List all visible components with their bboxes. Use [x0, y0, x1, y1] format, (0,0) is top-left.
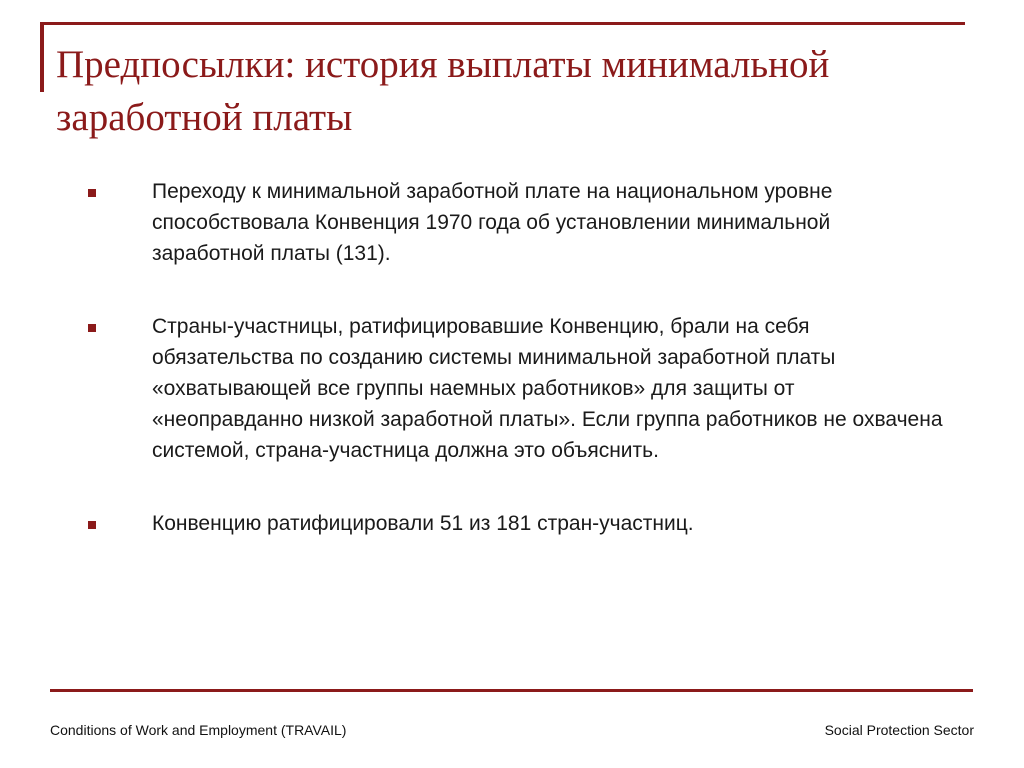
square-bullet-icon — [88, 189, 96, 197]
bullet-item — [86, 176, 946, 269]
square-bullet-icon — [88, 521, 96, 529]
bullet-text: Конвенцию ратифицировали 51 из 181 стран-участниц. — [152, 512, 694, 535]
bullet-item — [86, 311, 946, 466]
bullet-text: Страны-участницы, ратифицировавшие Конвенцию, брали на себя обязательства по созданию системы минимальной заработной платы «охватывающей все группы наемных работников» для защиты от «неоправданно низкой заработной платы». Если группа работников не охвачена системой, страна-участница должна это объяснить. — [152, 315, 943, 462]
bullet-item — [86, 508, 946, 539]
footer-right-text: Social Protection Sector — [824, 722, 974, 738]
bullet-text: Переходу к минимальной заработной плате на национальном уровне способствовала Конвенция 1970 года об установлении минимальной заработной платы (131). — [152, 180, 833, 265]
slide-title: Предпосылки: история выплаты минимальной заработной платы — [56, 43, 830, 139]
footer-left-text: Conditions of Work and Employment (TRAVAIL) — [50, 722, 347, 738]
title-accent-horizontal-line — [40, 22, 965, 25]
footer-divider — [50, 689, 973, 692]
bullet-list — [86, 176, 946, 539]
title-accent-vertical-line — [40, 22, 44, 92]
square-bullet-icon — [88, 324, 96, 332]
